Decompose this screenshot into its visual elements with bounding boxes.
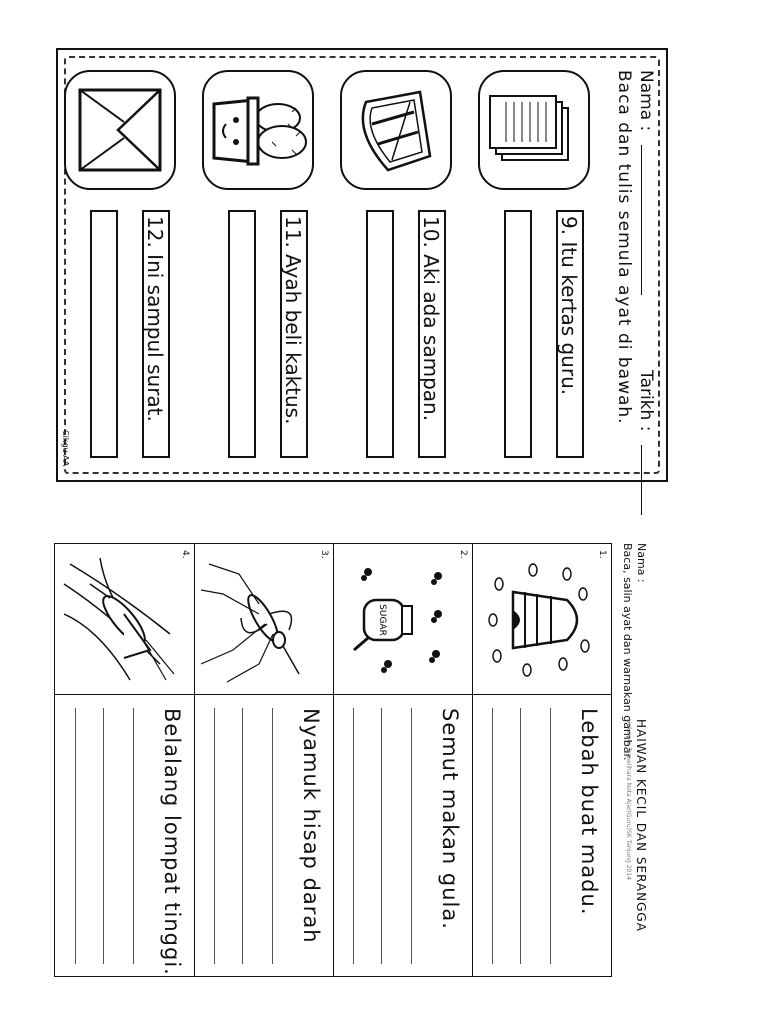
exercise-row bbox=[42, 50, 182, 484]
beehive-icon bbox=[479, 554, 597, 686]
instruction: Baca dan tulis semula ayat di bawah. bbox=[614, 70, 634, 425]
envelope-icon bbox=[64, 70, 176, 190]
answer-box-10[interactable] bbox=[366, 210, 394, 458]
sentence-1: Lebah buat madu. bbox=[577, 708, 601, 916]
writing-line[interactable] bbox=[272, 708, 273, 964]
writing-line[interactable] bbox=[214, 708, 215, 964]
worksheet-title: HAIWAN KECIL DAN SERANGGA bbox=[634, 719, 648, 932]
nama-label: Nama : bbox=[636, 70, 656, 132]
writing-line[interactable] bbox=[550, 708, 551, 964]
nama-line[interactable] bbox=[641, 145, 654, 295]
signature: Cikgu AA bbox=[61, 430, 70, 467]
copyright-note: Hakcipta Terpelihara Nota Ajar(Guru)SK Tanjung 2014 bbox=[625, 719, 632, 881]
writing-line[interactable] bbox=[411, 708, 412, 964]
sentence-3: Nyamuk hisap darah bbox=[299, 708, 323, 944]
item-number: 1. bbox=[597, 550, 607, 559]
grasshopper-icon bbox=[62, 554, 180, 686]
exercise-row bbox=[55, 544, 194, 976]
cactus-icon bbox=[202, 70, 314, 190]
instruction: Baca, salin ayat dan warnakan gambar. bbox=[621, 543, 634, 761]
answer-box-11[interactable] bbox=[228, 210, 256, 458]
exercise-grid bbox=[54, 543, 612, 977]
header-name-date bbox=[636, 70, 656, 432]
sentence-2: Semut makan gula. bbox=[438, 708, 462, 930]
paper-stack-icon bbox=[478, 70, 590, 190]
sentence-9: 9. Itu kertas guru. bbox=[556, 210, 584, 458]
jar-label: SUGAR bbox=[377, 604, 387, 636]
writing-line[interactable] bbox=[242, 708, 243, 964]
exercise-row bbox=[333, 544, 472, 976]
worksheet-kertas-guru bbox=[56, 48, 668, 482]
item-number: 4. bbox=[180, 550, 190, 559]
writing-line[interactable] bbox=[133, 708, 134, 964]
writing-line[interactable] bbox=[492, 708, 493, 964]
sentence-11: 11. Ayah beli kaktus. bbox=[280, 210, 308, 458]
answer-box-9[interactable] bbox=[504, 210, 532, 458]
exercise-row bbox=[456, 50, 596, 484]
writing-line[interactable] bbox=[75, 708, 76, 964]
writing-line[interactable] bbox=[520, 708, 521, 964]
writing-line[interactable] bbox=[381, 708, 382, 964]
exercise-row bbox=[472, 544, 611, 976]
worksheet-haiwan-kecil bbox=[54, 543, 652, 977]
nama-label: Nama : bbox=[635, 543, 648, 583]
ants-sugar-icon bbox=[340, 554, 458, 686]
writing-line[interactable] bbox=[353, 708, 354, 964]
mosquito-icon bbox=[201, 554, 319, 686]
answer-box-12[interactable] bbox=[90, 210, 118, 458]
exercise-row bbox=[194, 544, 333, 976]
exercise-row bbox=[180, 50, 320, 484]
tarikh-field bbox=[636, 370, 656, 515]
writing-line[interactable] bbox=[103, 708, 104, 964]
item-number: 3. bbox=[319, 550, 329, 559]
item-number: 2. bbox=[458, 550, 468, 559]
tarikh-label: Tarikh : bbox=[636, 370, 656, 432]
tarikh-line[interactable] bbox=[641, 445, 654, 515]
boat-icon bbox=[340, 70, 452, 190]
exercise-row bbox=[318, 50, 458, 484]
sentence-4: Belalang lompat tinggi. bbox=[160, 708, 184, 976]
sentence-12: 12. Ini sampul surat. bbox=[142, 210, 170, 458]
sentence-10: 10. Aki ada sampan. bbox=[418, 210, 446, 458]
